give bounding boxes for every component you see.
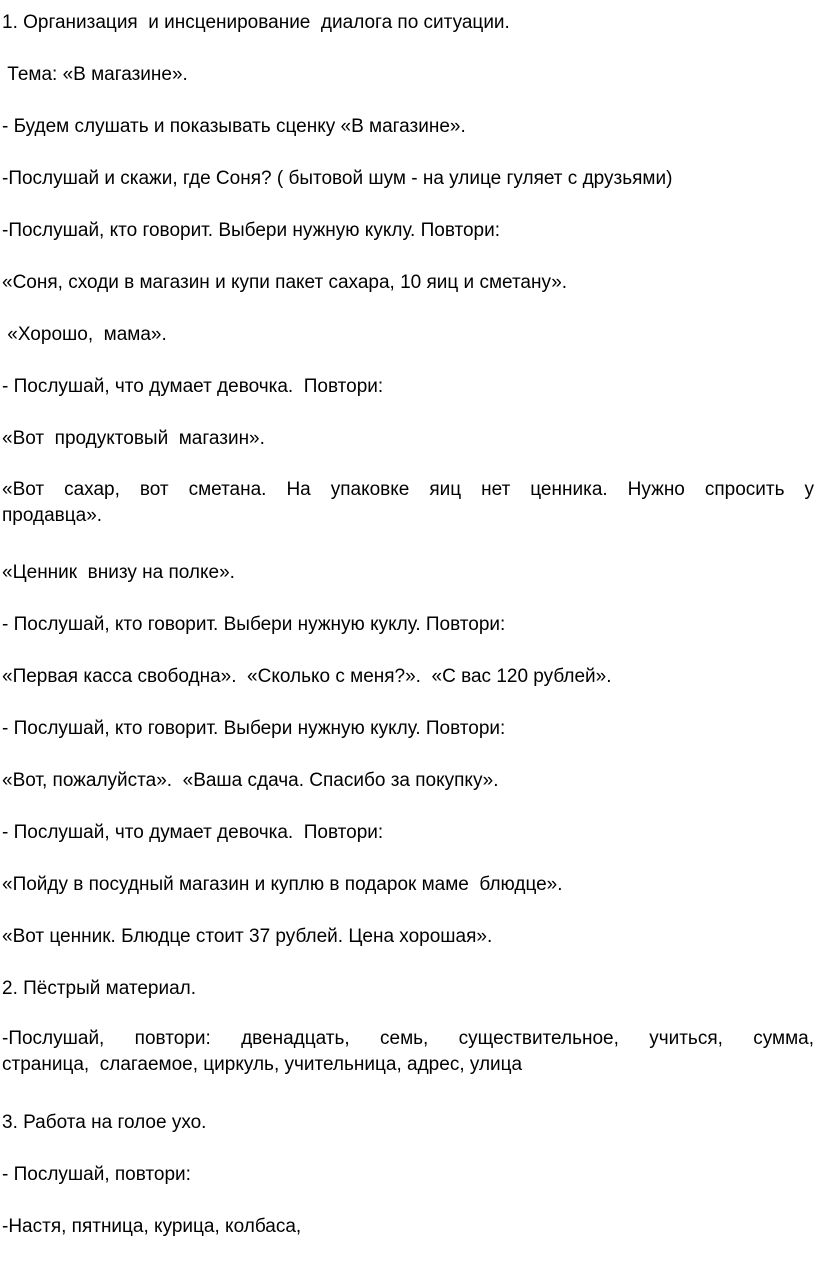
text-line: «Вот ценник. Блюдце стоит 37 рублей. Цена хорошая».: [2, 926, 493, 947]
text-line: - Будем слушать и показывать сценку «В магазине».: [2, 116, 466, 137]
text-line: «Ценник внизу на полке».: [2, 562, 235, 583]
text-paragraph: [2, 477, 814, 529]
text-line: «Хорошо, мама».: [2, 324, 167, 345]
section-2-heading: 2. Пёстрый материал.: [2, 978, 197, 999]
paragraph-line: «Вот сахар, вот сметана. На упаковке яиц нет ценника. Нужно спросить у: [2, 479, 814, 500]
text-line: -Послушай и скажи, где Соня? ( бытовой шум - на улице гуляет с друзьями): [2, 168, 673, 189]
paragraph-line: -Послушай, повтори: двенадцать, семь, существительное, учиться, сумма,: [2, 1028, 814, 1049]
text-line: «Первая касса свободна». «Сколько с меня?». «С вас 120 рублей».: [2, 666, 612, 687]
text-line: «Вот продуктовый магазин».: [2, 428, 265, 449]
text-line: - Послушай, кто говорит. Выбери нужную куклу. Повтори:: [2, 614, 506, 635]
paragraph-line: продавца».: [2, 505, 103, 526]
text-line: -Послушай, кто говорит. Выбери нужную куклу. Повтори:: [2, 220, 501, 241]
paragraph-line: страница, слагаемое, циркуль, учительница, адрес, улица: [2, 1054, 523, 1075]
topic-line: Тема: «В магазине».: [2, 64, 188, 85]
text-line: «Пойду в посудный магазин и куплю в подарок маме блюдце».: [2, 874, 563, 895]
text-line: «Соня, сходи в магазин и купи пакет сахара, 10 яиц и сметану».: [2, 272, 568, 293]
text-line: - Послушай, что думает девочка. Повтори:: [2, 822, 384, 843]
text-line: -Настя, пятница, курица, колбаса,: [2, 1216, 302, 1237]
text-paragraph: [2, 1026, 814, 1078]
text-line: - Послушай, повтори:: [2, 1164, 191, 1185]
section-1-heading: 1. Организация и инсценирование диалога по ситуации.: [2, 12, 510, 33]
text-line: - Послушай, кто говорит. Выбери нужную куклу. Повтори:: [2, 718, 506, 739]
text-line: «Вот, пожалуйста». «Ваша сдача. Спасибо за покупку».: [2, 770, 499, 791]
section-3-heading: 3. Работа на голое ухо.: [2, 1112, 207, 1133]
text-line: - Послушай, что думает девочка. Повтори:: [2, 376, 384, 397]
